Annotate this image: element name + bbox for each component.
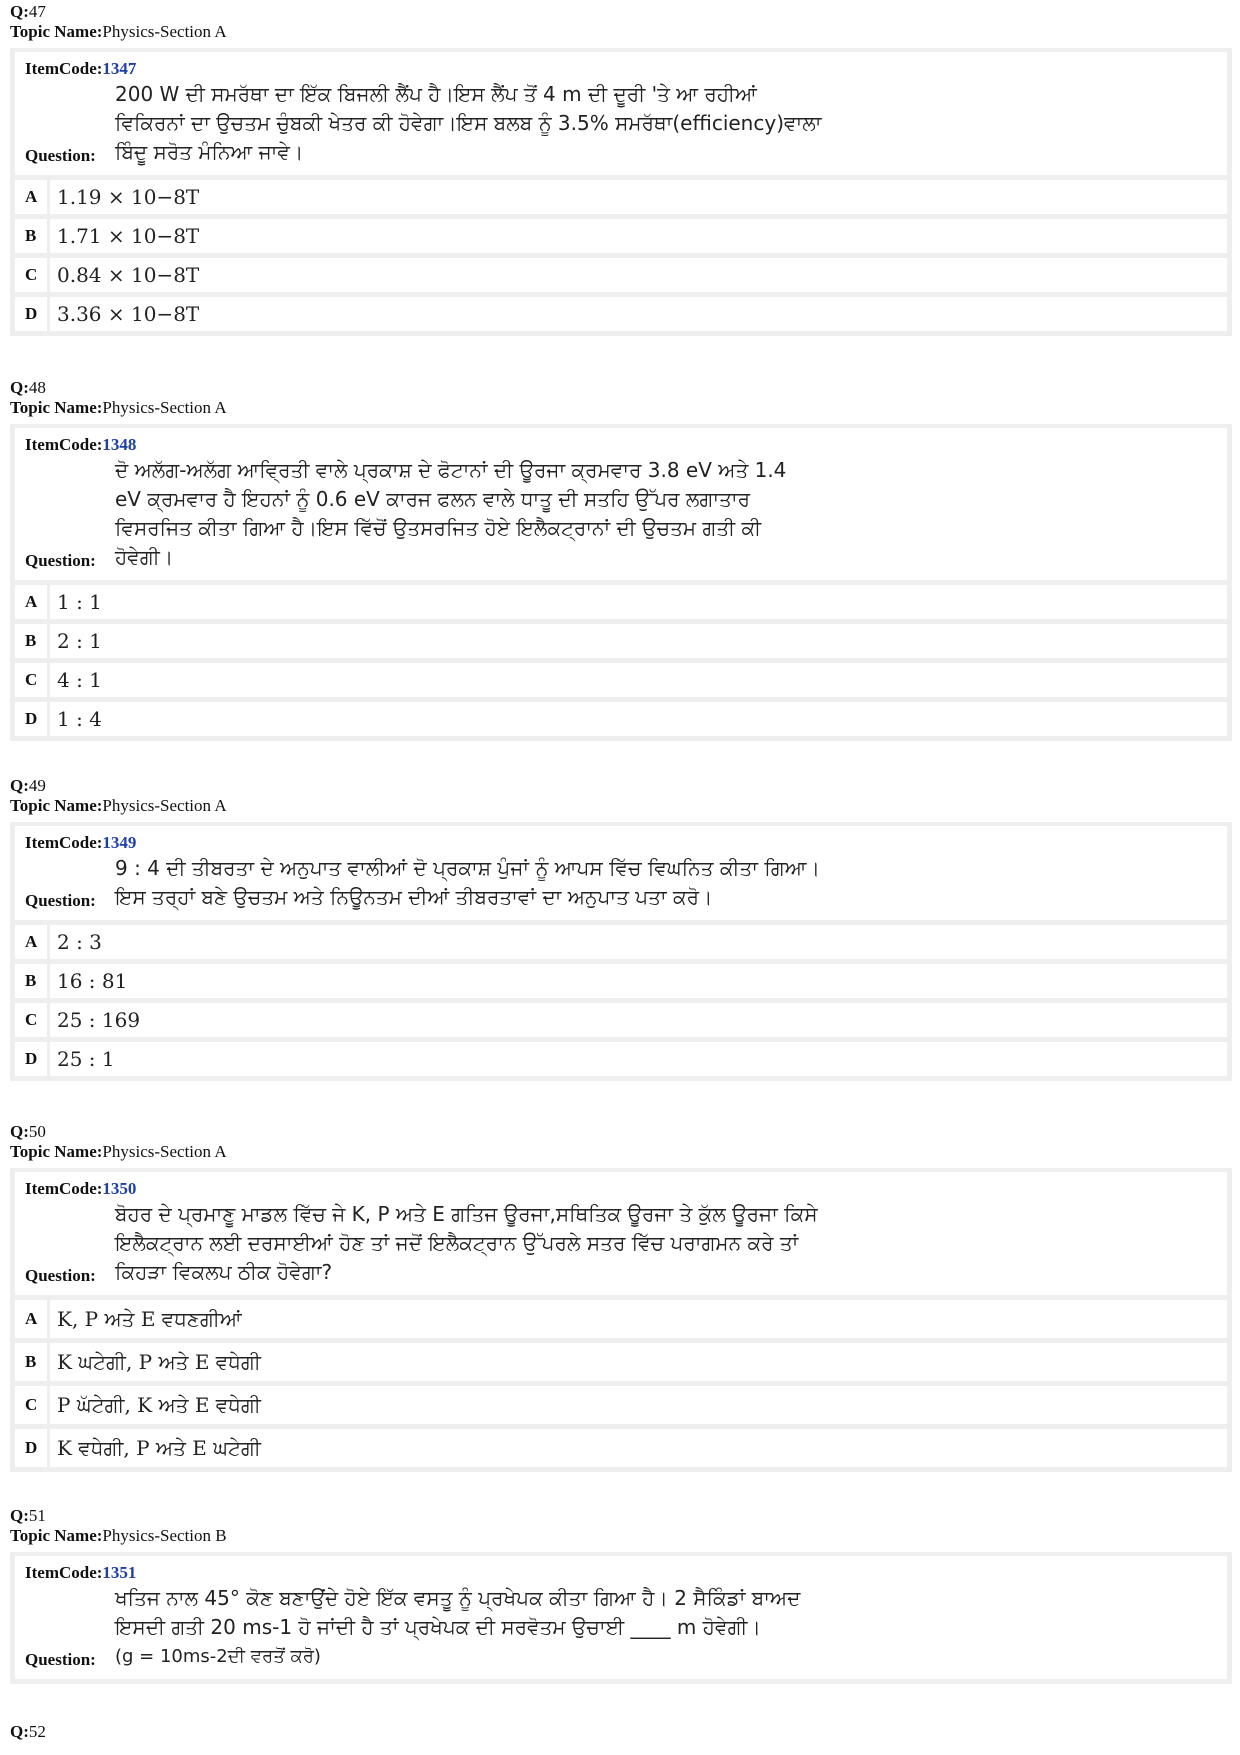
question-block [10, 776, 1232, 1081]
option-letter: D [25, 1049, 38, 1068]
option-c[interactable] [15, 258, 1227, 292]
question-number: Q:49 [10, 776, 46, 795]
option-letter: A [25, 187, 38, 206]
option-value: 1 : 1 [57, 590, 102, 614]
option-letter: C [25, 1395, 38, 1414]
option-letter: B [25, 971, 37, 990]
topic-name: Topic Name:Physics-Section A [10, 796, 227, 815]
option-d[interactable] [15, 1429, 1227, 1467]
option-value: P ਘੱਟੇਗੀ, K ਅਤੇ E ਵਧੇਗੀ [57, 1393, 261, 1417]
option-value: K ਘਟੇਗੀ, P ਅਤੇ E ਵਧੇਗੀ [57, 1350, 261, 1374]
option-letter: C [25, 1010, 38, 1029]
option-b[interactable] [15, 964, 1227, 998]
question-box [15, 826, 1227, 920]
question-text: 200 W ਦੀ ਸਮਰੱਥਾ ਦਾ ਇੱਕ ਬਿਜਲੀ ਲੈਂਪ ਹੈ।ਇਸ ਲੈਂਪ ਤੋਂ 4 m ਦੀ ਦੂਰੀ 'ਤੇ ਆ ਰਹੀਆਂ ਵਿਕਿਰਨਾਂ ਦਾ ਉਚਤਮ ਚੁੰਬਕੀ ਖੇਤਰ ਕੀ ਹੋਵੇਗਾ।ਇਸ ਬਲਬ ਨੂੰ 3.5% ਸਮਰੱਥਾ(efficiency)ਵਾਲਾ ਬਿੰਦੂ ਸਰੋਤ ਮੰਨਿਆ ਜਾਵੇ। [115, 82, 822, 164]
topic-name: Topic Name:Physics-Section A [10, 22, 227, 41]
option-letter: B [25, 226, 37, 245]
question-block [10, 1506, 1232, 1684]
option-value: 3.36 × 10−8T [57, 302, 200, 326]
option-b[interactable] [15, 624, 1227, 658]
option-value: 2 : 3 [57, 930, 102, 954]
question-box [15, 1556, 1227, 1679]
item-code: ItemCode:1349 [25, 833, 137, 852]
question-block [10, 2, 1232, 336]
question-text: ਖਤਿਜ ਨਾਲ 45° ਕੋਣ ਬਣਾਉਂਦੇ ਹੋਏ ਇੱਕ ਵਸਤੂ ਨੂੰ ਪ੍ਰਖੇਪਕ ਕੀਤਾ ਗਿਆ ਹੈ। 2 ਸੈਕਿੰਡਾਂ ਬਾਅਦ ਇਸਦੀ ਗਤੀ 20 ms-1 ਹੋ ਜਾਂਦੀ ਹੈ ਤਾਂ ਪ੍ਰਖੇਪਕ ਦੀ ਸਰਵੋਤਮ ਉਚਾਈ ____ m ਹੋਵੇਗੀ। (g = 10ms-2ਦੀ ਵਰਤੋਂ ਕਰੋ) [115, 1586, 801, 1667]
question-number: Q:52 [10, 1722, 46, 1741]
item-code: ItemCode:1348 [25, 435, 137, 454]
option-a[interactable] [15, 1300, 1227, 1338]
question-number: Q:48 [10, 378, 46, 397]
item-code: ItemCode:1350 [25, 1179, 137, 1198]
option-letter: C [25, 265, 38, 284]
question-number: Q:50 [10, 1122, 46, 1141]
question-card [10, 48, 1232, 336]
option-a[interactable] [15, 180, 1227, 214]
topic-name: Topic Name:Physics-Section B [10, 1526, 227, 1545]
option-value: 4 : 1 [57, 668, 102, 692]
option-value: K, P ਅਤੇ E ਵਧਣਗੀਆਂ [57, 1307, 242, 1331]
option-letter: C [25, 670, 38, 689]
question-text: ਦੋ ਅਲੱਗ-ਅਲੱਗ ਆਵ੍ਰਿਤੀ ਵਾਲੇ ਪ੍ਰਕਾਸ਼ ਦੇ ਫੋਟਾਨਾਂ ਦੀ ਊਰਜਾ ਕ੍ਰਮਵਾਰ 3.8 eV ਅਤੇ 1.4 eV ਕ੍ਰਮਵਾਰ ਹੈ ਇਹਨਾਂ ਨੂੰ 0.6 eV ਕਾਰਜ ਫਲਨ ਵਾਲੇ ਧਾਤੂ ਦੀ ਸਤਹਿ ਉੱਪਰ ਲਗਾਤਾਰ ਵਿਸਰਜਿਤ ਕੀਤਾ ਗਿਆ ਹੈ।ਇਸ ਵਿੱਚੋਂ ਉਤਸਰਜਿਤ ਹੋਏ ਇਲੈਕਟ੍ਰਾਨਾਂ ਦੀ ਉਚਤਮ ਗਤੀ ਕੀ ਹੋਵੇਗੀ। [115, 458, 787, 569]
question-card [10, 1168, 1232, 1472]
question-label: Question: [25, 1266, 96, 1285]
question-card [10, 1552, 1232, 1684]
option-d[interactable] [15, 702, 1227, 736]
question-label: Question: [25, 891, 96, 910]
option-c[interactable] [15, 1003, 1227, 1037]
option-value: 1.71 × 10−8T [57, 224, 200, 248]
option-b[interactable] [15, 1343, 1227, 1381]
option-letter: A [25, 592, 38, 611]
option-value: 25 : 169 [57, 1008, 141, 1032]
option-value: 2 : 1 [57, 629, 102, 653]
option-d[interactable] [15, 1042, 1227, 1076]
option-letter: A [25, 932, 38, 951]
topic-name: Topic Name:Physics-Section A [10, 398, 227, 417]
question-block [10, 378, 1232, 741]
item-code: ItemCode:1351 [25, 1563, 137, 1582]
option-value: K ਵਧੇਗੀ, P ਅਤੇ E ਘਟੇਗੀ [57, 1436, 261, 1460]
question-block [10, 1722, 1232, 1742]
question-text: 9 : 4 ਦੀ ਤੀਬਰਤਾ ਦੇ ਅਨੁਪਾਤ ਵਾਲੀਆਂ ਦੋ ਪ੍ਰਕਾਸ਼ ਪੁੰਜਾਂ ਨੂੰ ਆਪਸ ਵਿੱਚ ਵਿਘਨਿਤ ਕੀਤਾ ਗਿਆ। ਇਸ ਤਰ੍ਹਾਂ ਬਣੇ ਉਚਤਮ ਅਤੇ ਨਿਊਨਤਮ ਦੀਆਂ ਤੀਬਰਤਾਵਾਂ ਦਾ ਅਨੁਪਾਤ ਪਤਾ ਕਰੋ। [115, 856, 820, 909]
topic-name: Topic Name:Physics-Section A [10, 1142, 227, 1161]
question-label: Question: [25, 146, 96, 165]
question-card [10, 424, 1232, 741]
option-letter: B [25, 1352, 37, 1371]
question-label: Question: [25, 1650, 96, 1669]
option-a[interactable] [15, 585, 1227, 619]
question-box [15, 52, 1227, 175]
question-label: Question: [25, 551, 96, 570]
option-letter: A [25, 1309, 38, 1328]
item-code: ItemCode:1347 [25, 59, 137, 78]
question-text: ਬੋਹਰ ਦੇ ਪ੍ਰਮਾਣੂ ਮਾਡਲ ਵਿੱਚ ਜੇ K, P ਅਤੇ E ਗਤਿਜ ਊਰਜਾ,ਸਥਿਤਿਕ ਊਰਜਾ ਤੇ ਕੁੱਲ ਊਰਜਾ ਕਿਸੇ ਇਲੈਕਟ੍ਰਾਨ ਲਈ ਦਰਸਾਈਆਂ ਹੋਣ ਤਾਂ ਜਦੋਂ ਇਲੈਕਟ੍ਰਾਨ ਉੱਪਰਲੇ ਸਤਰ ਵਿੱਚ ਪਰਾਗਮਨ ਕਰੇ ਤਾਂ ਕਿਹੜਾ ਵਿਕਲਪ ਠੀਕ ਹੋਵੇਗਾ? [115, 1202, 818, 1284]
question-block [10, 1122, 1232, 1472]
option-a[interactable] [15, 925, 1227, 959]
option-d[interactable] [15, 297, 1227, 331]
question-box [15, 428, 1227, 580]
option-c[interactable] [15, 663, 1227, 697]
option-letter: D [25, 709, 38, 728]
option-value: 1.19 × 10−8T [57, 185, 200, 209]
option-value: 16 : 81 [57, 969, 128, 993]
option-letter: B [25, 631, 37, 650]
option-c[interactable] [15, 1386, 1227, 1424]
option-b[interactable] [15, 219, 1227, 253]
question-number: Q:47 [10, 2, 46, 21]
option-letter: D [25, 304, 38, 323]
question-number: Q:51 [10, 1506, 46, 1525]
option-value: 1 : 4 [57, 707, 102, 731]
option-letter: D [25, 1438, 38, 1457]
option-value: 0.84 × 10−8T [57, 263, 200, 287]
question-box [15, 1172, 1227, 1295]
question-card [10, 822, 1232, 1081]
option-value: 25 : 1 [57, 1047, 115, 1071]
